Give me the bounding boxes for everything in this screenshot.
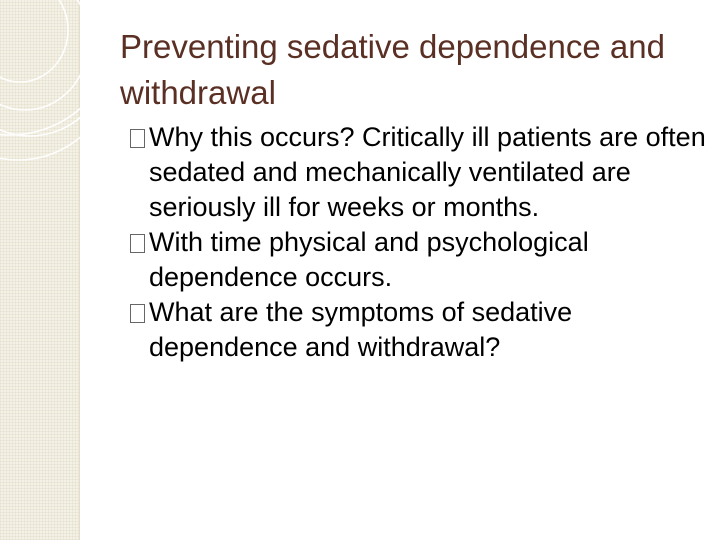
bullet-item	[130, 225, 710, 295]
bullet-box-icon	[130, 129, 145, 148]
bullet-item	[130, 295, 710, 365]
bullet-box-icon	[130, 234, 145, 253]
bullet-box-icon	[130, 304, 145, 323]
slide-title: Preventing sedative dependence and withdrawal	[120, 28, 665, 111]
bullet-list	[130, 120, 710, 365]
bullet-text: Why this occurs? Critically ill patients are often sedated and mechanically ventilated are seriously ill for weeks or months.	[149, 122, 706, 222]
bullet-text: What are the symptoms of sedative dependence and withdrawal?	[149, 297, 573, 362]
bullet-item	[130, 120, 710, 225]
bullet-text: With time physical and psychological dependence occurs.	[149, 227, 589, 292]
